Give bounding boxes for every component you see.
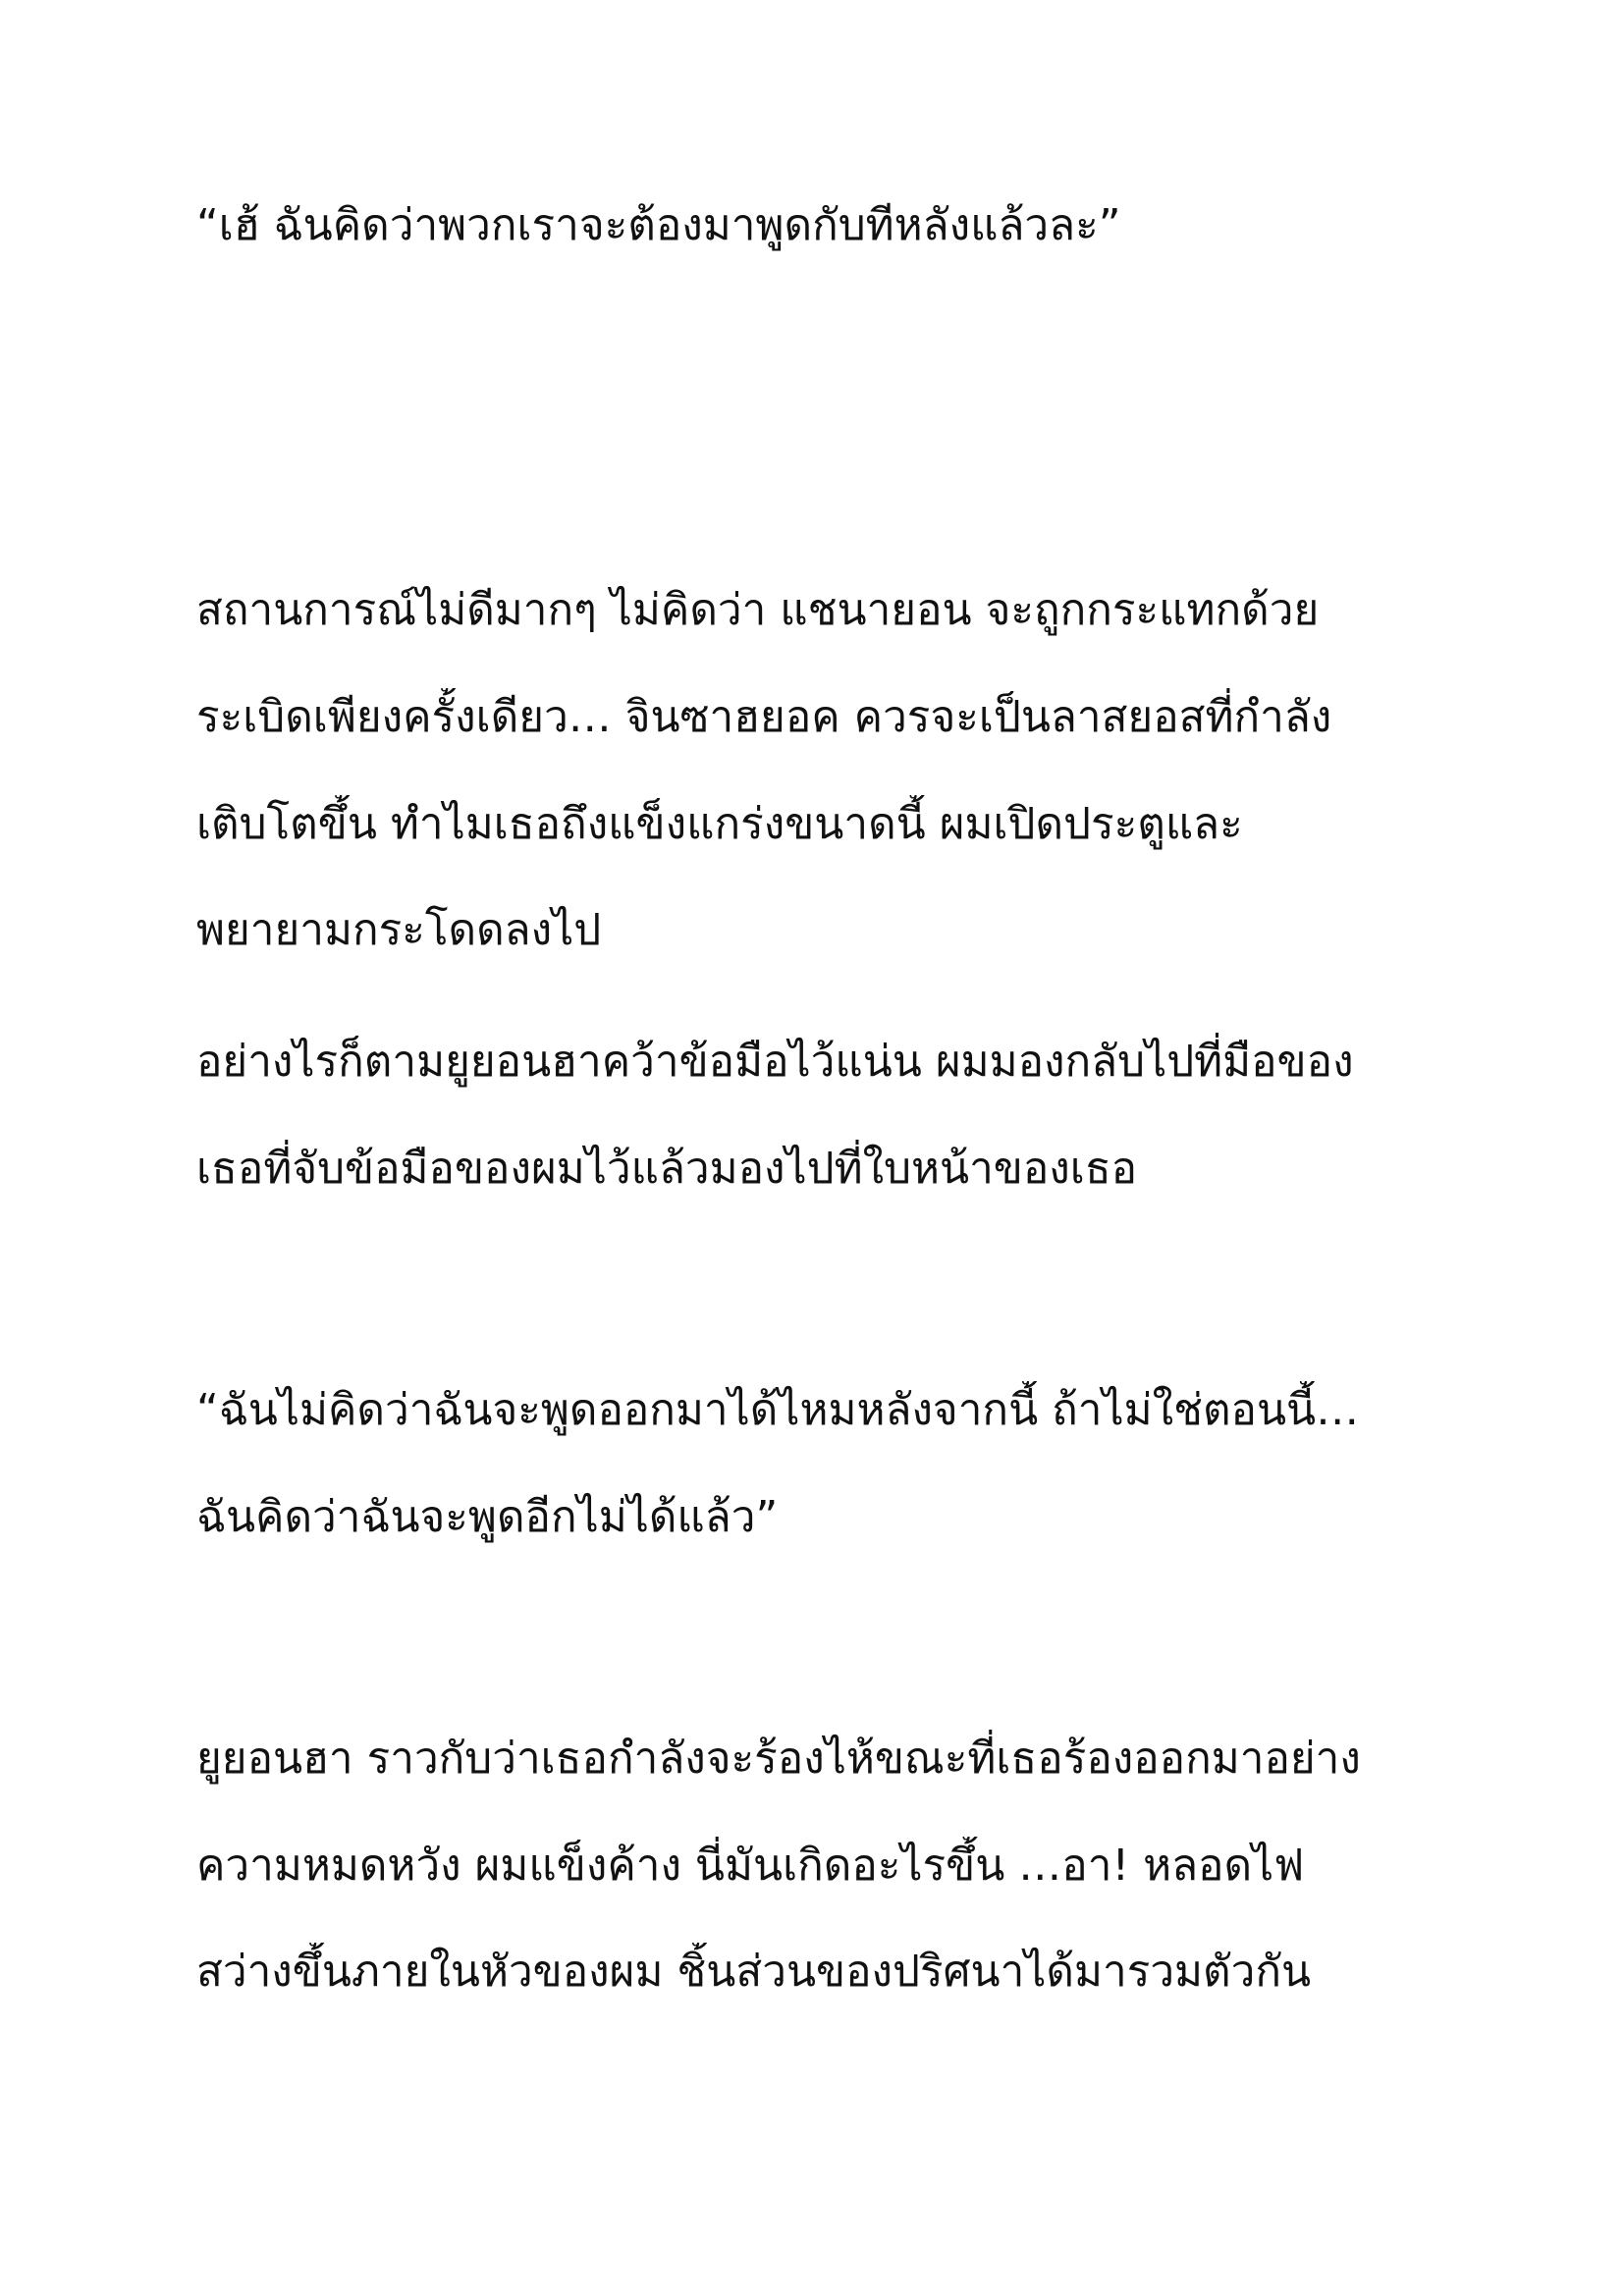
dialogue-line: ฉันคิดว่าฉันจะพูดอีกไม่ได้แล้ว” [196, 1492, 779, 1542]
narration-line: สถานการณ์ไม่ดีมากๆ ไม่คิดว่า แชนายอน จะถูกกระแทกด้วย [196, 585, 1320, 635]
narration-line: ระเบิดเพียงครั้งเดียว… จินซาฮยอค ควรจะเป็นลาสยอสที่กำลัง [196, 692, 1332, 742]
narration-line: สว่างขึ้นภายในหัวของผม ชิ้นส่วนของปริศนาได้มารวมตัวกัน [196, 1947, 1312, 1997]
narration-line: อย่างไรก็ตามยูยอนฮาคว้าข้อมือไว้แน่น ผมมองกลับไปที่มือของ [196, 1037, 1354, 1087]
narration-line: เติบโตขึ้น ทำไมเธอถึงแข็งแกร่งขนาดนี้ ผมเปิดประตูและ [196, 799, 1243, 849]
narration-line: ยูยอนฮา ราวกับว่าเธอกำลังจะร้องไห้ขณะที่เธอร้องออกมาอย่าง [196, 1734, 1361, 1784]
dialogue-line: “ฉันไม่คิดว่าฉันจะพูดออกมาได้ไหมหลังจากนี้ ถ้าไม่ใช่ตอนนี้… [196, 1385, 1360, 1435]
narration-line: ความหมดหวัง ผมแข็งค้าง นี่มันเกิดอะไรขึ้น …อา! หลอดไฟ [196, 1841, 1305, 1891]
dialogue-line: “เฮ้ ฉันคิดว่าพวกเราจะต้องมาพูดกับทีหลังแล้วละ” [196, 200, 1121, 250]
narration-line: พยายามกระโดดลงไป [196, 905, 602, 955]
narration-line: เธอที่จับข้อมือของผมไว้แล้วมองไปที่ใบหน้าของเธอ [196, 1144, 1138, 1194]
